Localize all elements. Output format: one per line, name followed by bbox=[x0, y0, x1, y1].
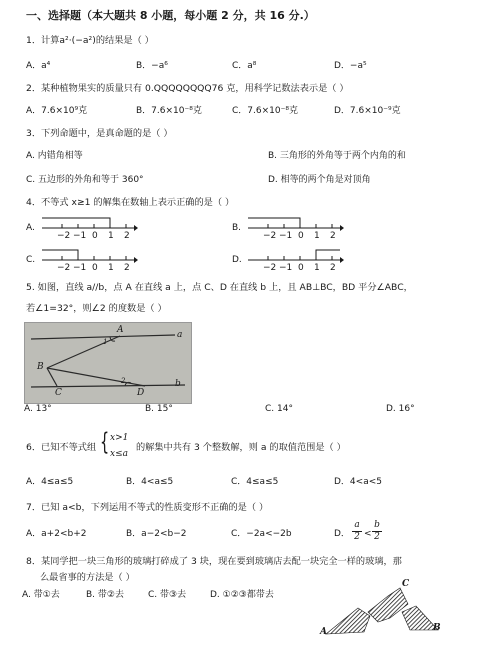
q4-number-line-a bbox=[38, 214, 138, 238]
q8-broken-triangle-figure bbox=[318, 578, 446, 640]
q4a-tick-label: 0 bbox=[92, 231, 98, 241]
q8-option-a: A. 带①去 bbox=[22, 590, 60, 600]
q4c-tick-label: 0 bbox=[92, 263, 98, 273]
q8-option-c: C. 带③去 bbox=[148, 590, 187, 600]
q3-option-c: C. 五边形的外角和等于 360° bbox=[26, 175, 144, 185]
q4d-tick-label: 0 bbox=[298, 263, 304, 273]
q7-stem: 7．已知 a<b，下列运用不等式的性质变形不正确的是（ ） bbox=[26, 502, 269, 513]
q8-label-A: A bbox=[320, 627, 327, 637]
q6-stem-prefix: 6．已知不等式组 bbox=[26, 442, 97, 453]
q7-fraction-a-over-2 bbox=[352, 521, 362, 542]
q4d-tick-label: −1 bbox=[279, 263, 293, 273]
q7-frac-num-a: a bbox=[354, 520, 360, 530]
q4d-tick-label: −2 bbox=[263, 263, 277, 273]
q8-stem-line2: 么最省事的方法是（ ） bbox=[40, 572, 135, 583]
q5-option-b: B. 15° bbox=[145, 404, 173, 414]
q5-label-D: D bbox=[137, 388, 145, 398]
q4b-tick-label: −1 bbox=[279, 231, 293, 241]
q5-label-A: A bbox=[117, 325, 124, 335]
q5-stem-line2: 若∠1=32°，则∠2 的度数是（ ） bbox=[26, 303, 167, 314]
q2-option-c: C．7.6×10⁻⁸克 bbox=[232, 106, 298, 116]
q8-option-d: D. ①②③都带去 bbox=[210, 590, 274, 600]
q7-option-c: C．−2a<−2b bbox=[231, 529, 292, 539]
q7-frac-den-a: 2 bbox=[354, 532, 360, 542]
q4-option-c-letter: C. bbox=[26, 255, 36, 265]
q8-piece-2 bbox=[368, 588, 408, 622]
q1-option-a: A．a⁴ bbox=[26, 61, 51, 71]
q2-option-d: D．7.6×10⁻⁹克 bbox=[334, 106, 401, 116]
q5-label-B: B bbox=[37, 362, 44, 372]
q4b-tick-label: 1 bbox=[314, 231, 320, 241]
q4-stem: 4．不等式 x≥1 的解集在数轴上表示正确的是（ ） bbox=[26, 197, 235, 208]
q8-piece-1 bbox=[326, 608, 370, 634]
q7-option-d: D． bbox=[334, 529, 350, 539]
q7-option-a: A．a+2<b+2 bbox=[26, 529, 87, 539]
q7-frac-relation: < bbox=[364, 529, 372, 539]
q2-stem: 2．某种植物果实的质量只有 0.QQQQQQQQ76 克，用科学记数法表示是（ ） bbox=[26, 83, 349, 94]
q2-option-a: A．7.6×10⁹克 bbox=[26, 106, 88, 116]
q4-number-line-d bbox=[244, 246, 344, 270]
q4a-tick-label: 2 bbox=[124, 231, 130, 241]
q6-option-a: A．4≤a≤5 bbox=[26, 477, 74, 487]
q8-label-C: C bbox=[402, 579, 410, 589]
q3-option-a: A. 内错角相等 bbox=[26, 151, 83, 161]
q6-option-b: B．4<a≤5 bbox=[126, 477, 174, 487]
q8-option-b: B. 带②去 bbox=[86, 590, 124, 600]
q4-option-d-letter: D. bbox=[232, 255, 242, 265]
q4a-tick-label: 1 bbox=[108, 231, 114, 241]
q4c-tick-label: −2 bbox=[57, 263, 71, 273]
q6-option-d: D．4<a<5 bbox=[334, 477, 382, 487]
q3-option-d: D. 相等的两个角是对顶角 bbox=[268, 175, 371, 185]
q1-stem: 1．计算a²·(−a²)的结果是（ ） bbox=[26, 35, 154, 46]
q5-angle-2: 2 bbox=[121, 377, 126, 385]
q8-stem-line1: 8．某同学把一块三角形的玻璃打碎成了 3 块，现在要到玻璃店去配一块完全一样的玻璃，那 bbox=[26, 556, 402, 567]
q3-option-b: B. 三角形的外角等于两个内角的和 bbox=[268, 151, 406, 161]
q5-stem-line1: 5. 如图，直线 a//b，点 A 在直线 a 上，点 C、D 在直线 b 上，且 AB⊥BC，BD 平分∠ABC， bbox=[26, 282, 413, 293]
q6-stem-suffix: 的解集中共有 3 个整数解，则 a 的取值范围是（ ） bbox=[136, 442, 346, 453]
q5-geometry-figure bbox=[25, 323, 191, 403]
q5-label-a: a bbox=[177, 330, 183, 340]
q4-number-line-c bbox=[38, 246, 138, 270]
q7-fraction-b-over-2 bbox=[372, 521, 382, 542]
q7-frac-den-b: 2 bbox=[374, 532, 380, 542]
q4b-tick-label: 2 bbox=[330, 231, 336, 241]
q5-option-a: A. 13° bbox=[24, 404, 52, 414]
q4d-tick-label: 1 bbox=[314, 263, 320, 273]
q4b-tick-label: −2 bbox=[263, 231, 277, 241]
q6-system-brace: { bbox=[100, 428, 110, 456]
q4b-tick-label: 0 bbox=[298, 231, 304, 241]
q7-frac-num-b: b bbox=[374, 520, 380, 530]
q1-option-b: B．−a⁶ bbox=[136, 61, 168, 71]
q6-system-top: x>1 bbox=[110, 433, 129, 443]
q4-option-a-letter: A. bbox=[26, 223, 35, 233]
q4-option-b-letter: B. bbox=[232, 223, 242, 233]
q6-system-bottom: x≤a bbox=[110, 449, 128, 459]
q1-option-d: D．−a⁵ bbox=[334, 61, 367, 71]
q5-option-d: D. 16° bbox=[386, 404, 415, 414]
section-title: 一、选择题（本大题共 8 小题，每小题 2 分，共 16 分.） bbox=[26, 9, 315, 22]
q8-label-B: B bbox=[433, 623, 441, 633]
q4d-tick-label: 2 bbox=[330, 263, 336, 273]
q5-option-c: C. 14° bbox=[265, 404, 293, 414]
q4a-tick-label: −2 bbox=[57, 231, 71, 241]
q4c-tick-label: −1 bbox=[73, 263, 87, 273]
q6-option-c: C．4≤a≤5 bbox=[231, 477, 279, 487]
q4c-tick-label: 1 bbox=[108, 263, 114, 273]
q5-figure-photo bbox=[24, 322, 192, 404]
q2-option-b: B．7.6×10⁻⁸克 bbox=[136, 106, 202, 116]
q4a-tick-label: −1 bbox=[73, 231, 87, 241]
q4c-tick-label: 2 bbox=[124, 263, 130, 273]
q4-number-line-b bbox=[244, 214, 344, 238]
q5-label-C: C bbox=[55, 388, 62, 398]
q7-option-b: B．a−2<b−2 bbox=[126, 529, 187, 539]
q1-option-c: C．a⁸ bbox=[232, 61, 257, 71]
q5-label-b: b bbox=[175, 379, 181, 389]
q3-stem: 3．下列命题中，是真命题的是（ ） bbox=[26, 128, 173, 139]
q5-angle-1: 1 bbox=[103, 338, 108, 346]
